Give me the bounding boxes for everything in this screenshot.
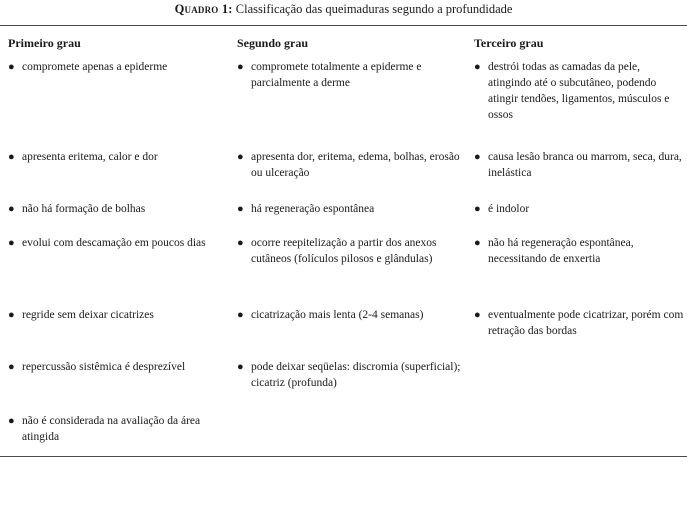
top-rule bbox=[0, 25, 687, 26]
bullet-icon: ● bbox=[237, 309, 244, 321]
cell-text: eventualmente pode cicatrizar, porém com retração das bordas bbox=[488, 309, 684, 337]
table-cell bbox=[474, 235, 686, 267]
cell-text: compromete apenas a epiderme bbox=[22, 61, 168, 73]
column-header-first-degree: Primeiro grau bbox=[8, 36, 81, 50]
table-cell bbox=[237, 201, 473, 217]
cell-text: apresenta eritema, calor e dor bbox=[22, 151, 158, 163]
cell-text: não há regeneração espontânea, necessitando de enxertia bbox=[488, 237, 634, 265]
bullet-icon: ● bbox=[8, 309, 15, 321]
caption-title: Classificação das queimaduras segundo a profundidade bbox=[235, 2, 513, 16]
bullet-icon: ● bbox=[237, 61, 244, 73]
table-cell bbox=[474, 307, 686, 339]
cell-text: pode deixar seqüelas: discromia (superficial); cicatriz (profunda) bbox=[251, 361, 461, 389]
table-cell bbox=[8, 149, 238, 165]
table-cell bbox=[237, 359, 473, 391]
table-cell bbox=[8, 235, 238, 251]
bullet-icon: ● bbox=[8, 237, 15, 249]
bullet-icon: ● bbox=[474, 61, 481, 73]
table-cell bbox=[237, 59, 473, 91]
column-header-third-degree: Terceiro grau bbox=[474, 36, 544, 50]
bullet-icon: ● bbox=[474, 309, 481, 321]
cell-text: é indolor bbox=[488, 203, 530, 215]
bullet-icon: ● bbox=[8, 203, 15, 215]
cell-text: regride sem deixar cicatrizes bbox=[22, 309, 154, 321]
cell-text: apresenta dor, eritema, edema, bolhas, erosão ou ulceração bbox=[251, 151, 460, 179]
bullet-icon: ● bbox=[237, 237, 244, 249]
cell-text: repercussão sistêmica é desprezível bbox=[22, 361, 186, 373]
table-cell bbox=[8, 59, 238, 75]
column-header-second-degree: Segundo grau bbox=[237, 36, 309, 50]
bullet-icon: ● bbox=[474, 203, 481, 215]
bullet-icon: ● bbox=[237, 151, 244, 163]
cell-text: ocorre reepitelização a partir dos anexos cutâneos (folículos pilosos e glândulas) bbox=[251, 237, 437, 265]
table-cell bbox=[8, 359, 238, 375]
table-cell bbox=[8, 413, 238, 445]
cell-text: cicatrização mais lenta (2-4 semanas) bbox=[251, 309, 424, 321]
bottom-rule bbox=[0, 456, 687, 457]
bullet-icon: ● bbox=[8, 415, 15, 427]
bullet-icon: ● bbox=[474, 237, 481, 249]
bullet-icon: ● bbox=[474, 151, 481, 163]
table-cell bbox=[237, 235, 473, 267]
table-cell bbox=[8, 201, 238, 217]
table-cell bbox=[474, 149, 686, 181]
table-cell bbox=[237, 307, 473, 323]
cell-text: destrói todas as camadas da pele, atingindo até o subcutâneo, podendo atingir tendões, ligamentos, músculos e ossos bbox=[488, 61, 670, 121]
cell-text: evolui com descamação em poucos dias bbox=[22, 237, 206, 249]
cell-text: causa lesão branca ou marrom, seca, dura, inelástica bbox=[488, 151, 682, 179]
bullet-icon: ● bbox=[8, 361, 15, 373]
table-cell bbox=[237, 149, 473, 181]
cell-text: compromete totalmente a epiderme e parcialmente a derme bbox=[251, 61, 422, 89]
table-cell bbox=[474, 201, 686, 217]
table-caption bbox=[0, 2, 687, 16]
bullet-icon: ● bbox=[237, 203, 244, 215]
table-cell bbox=[8, 307, 238, 323]
bullet-icon: ● bbox=[8, 151, 15, 163]
bullet-icon: ● bbox=[8, 61, 15, 73]
cell-text: não é considerada na avaliação da área atingida bbox=[22, 415, 201, 443]
bullet-icon: ● bbox=[237, 361, 244, 373]
caption-label: Quadro 1: bbox=[174, 2, 233, 16]
table-cell bbox=[474, 59, 686, 123]
cell-text: não há formação de bolhas bbox=[22, 203, 146, 215]
cell-text: há regeneração espontânea bbox=[251, 203, 375, 215]
